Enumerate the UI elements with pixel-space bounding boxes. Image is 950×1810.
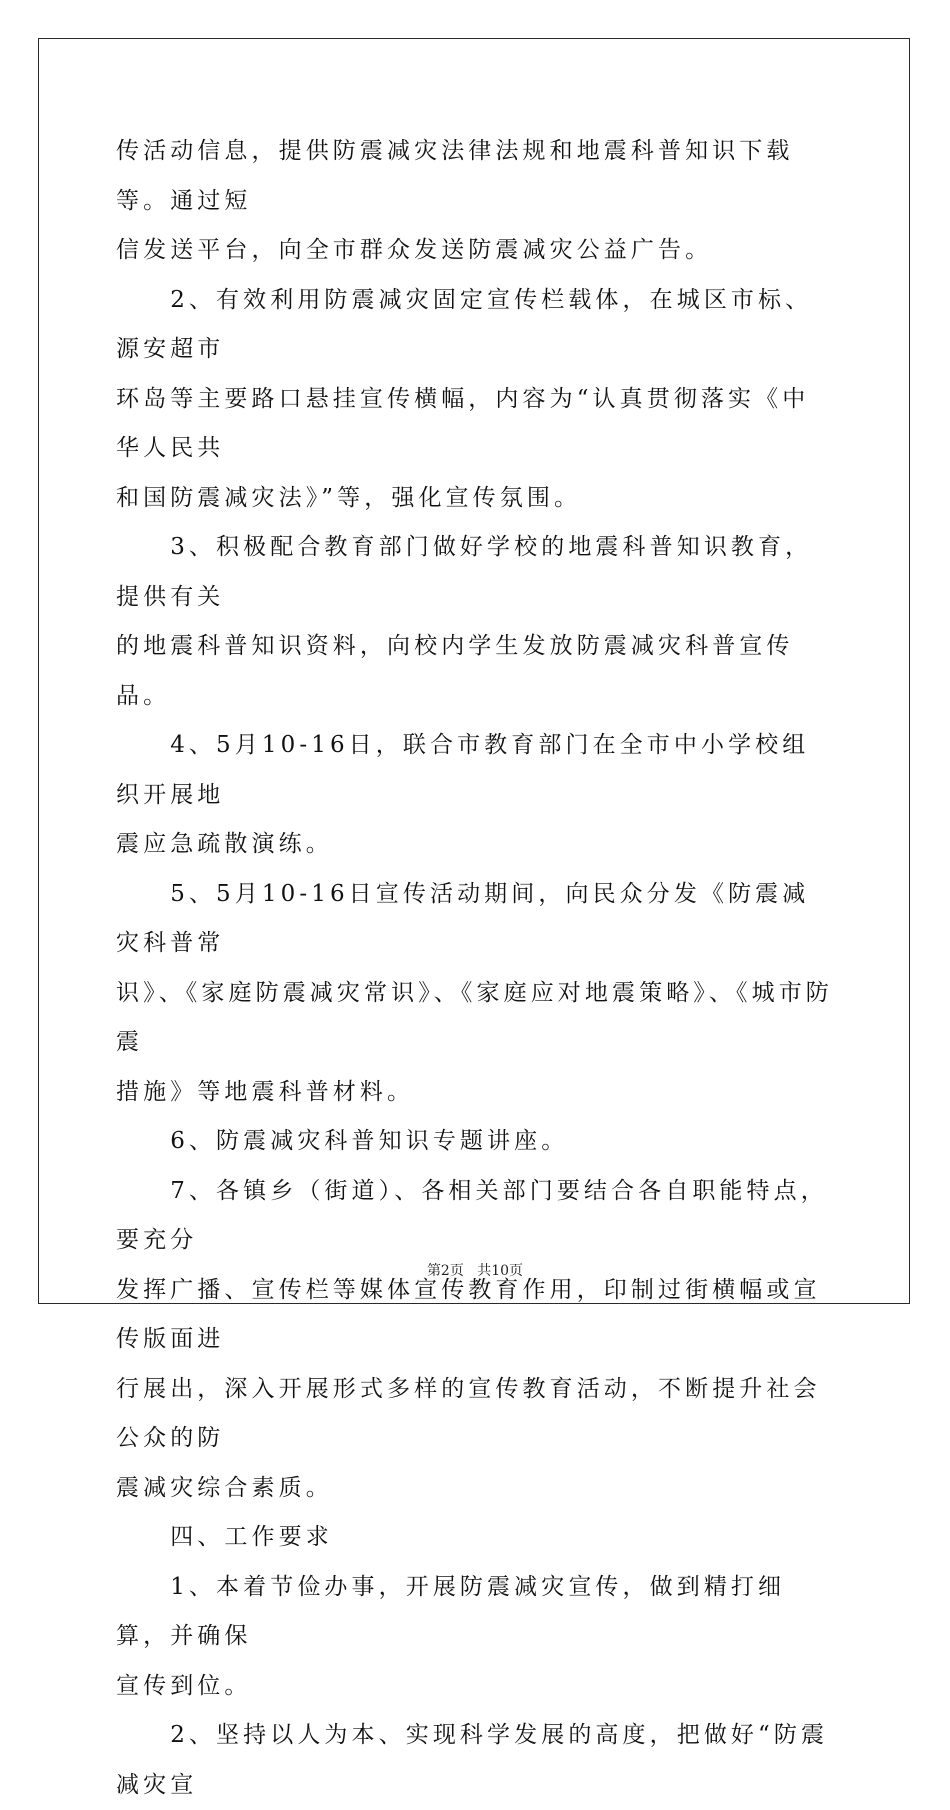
section-heading-work-requirements: 四、工作要求 bbox=[116, 1524, 333, 1550]
paragraph-item-7: 7、各镇乡（街道）、各相关部门要结合各自职能特点，要充分 发挥广播、宣传栏等媒体宣传教育作用，印制过街横幅或宣传版面进 行展出，深入开展形式多样的宣传教育活动，不断提升社会公众的防 震减灾综合素质。 bbox=[116, 1177, 828, 1501]
page-footer bbox=[0, 1262, 950, 1280]
paragraph-item-5: 5、5月10-16日宣传活动期间，向民众分发《防震减灾科普常 识》、《家庭防震减灾常识》、《家庭应对地震策略》、《城市防震 措施》等地震科普材料。 bbox=[116, 880, 833, 1105]
page-total: 共10页 bbox=[477, 1263, 524, 1279]
page-number: 第2页 bbox=[426, 1263, 464, 1279]
paragraph-requirement-2: 2、坚持以人为本、实现科学发展的高度，把做好“防震减灾宣 bbox=[116, 1722, 829, 1798]
paragraph-item-6: 6、防震减灾科普知识专题讲座。 bbox=[116, 1128, 569, 1154]
paragraph-item-4: 4、5月10-16日，联合市教育部门在全市中小学校组织开展地 震应急疏散演练。 bbox=[116, 732, 810, 857]
paragraph-item-2: 2、有效利用防震减灾固定宣传栏载体，在城区市标、源安超市 环岛等主要路口悬挂宣传横幅，内容为“认真贯彻落实《中华人民共 和国防震减灾法》”等，强化宣传氛围。 bbox=[116, 286, 813, 511]
paragraph-item-3: 3、积极配合教育部门做好学校的地震科普知识教育，提供有关 的地震科普知识资料，向校内学生发放防震减灾科普宣传品。 bbox=[116, 534, 813, 709]
paragraph-continuation: 传活动信息，提供防震减灾法律法规和地震科普知识下载等。通过短 信发送平台，向全市群众发送防震减灾公益广告。 bbox=[116, 138, 794, 263]
paragraph-requirement-1: 1、本着节俭办事，开展防震减灾宣传，做到精打细算，并确保 宣传到位。 bbox=[116, 1573, 786, 1699]
document-body bbox=[116, 127, 834, 1810]
